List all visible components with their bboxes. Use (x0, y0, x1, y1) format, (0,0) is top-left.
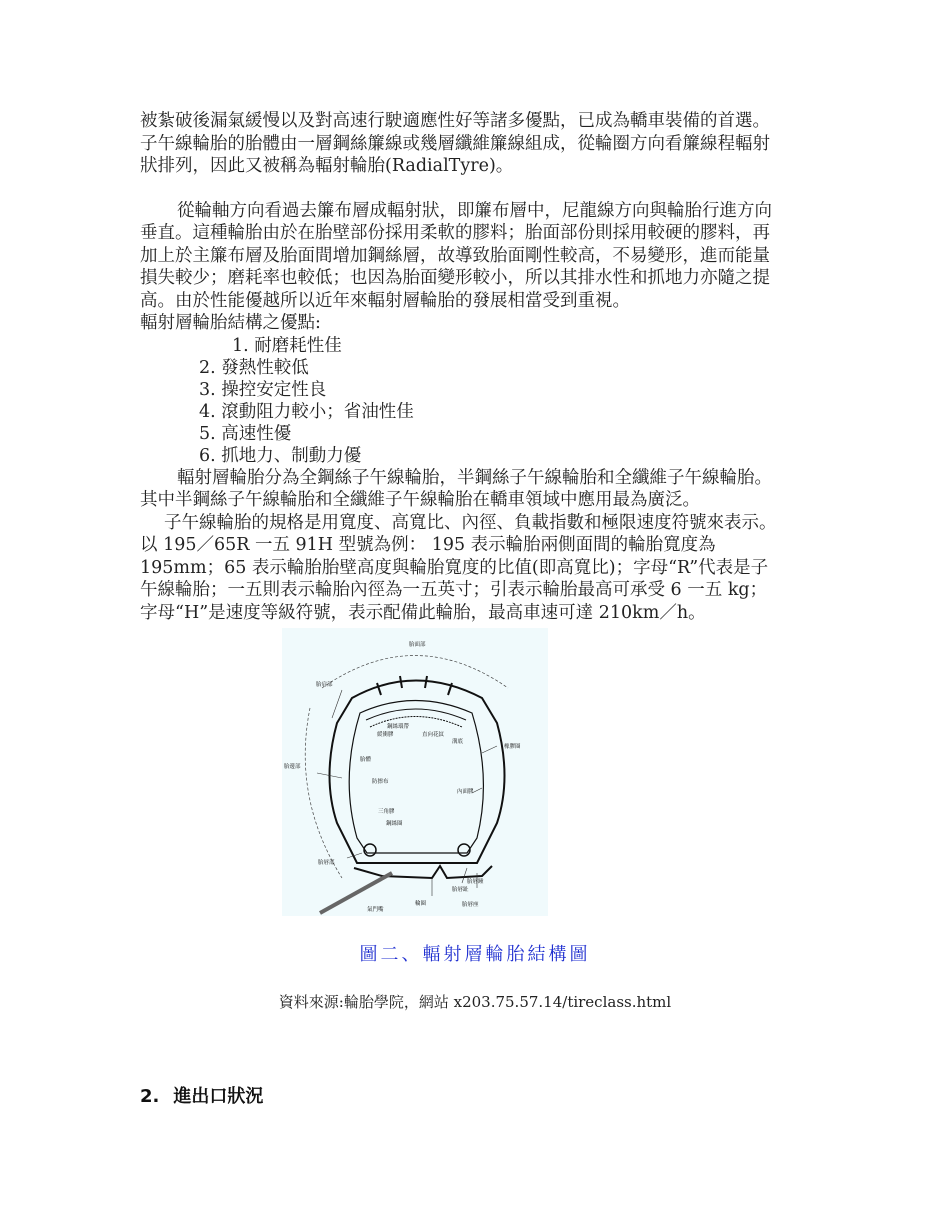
section-title: 進出口狀況 (173, 1086, 264, 1107)
label-tread: 胎面部 (409, 642, 426, 648)
intro-line-1: 被紮破後漏氣緩慢以及對高速行駛適應性好等諸多優點，已成為轎車裝備的首選。 (140, 111, 770, 131)
section-heading (140, 1082, 263, 1108)
list-item: 1. 耐磨耗性佳 (232, 335, 342, 356)
types-line-2: 其中半鋼絲子午線輪胎和全纖維子午線輪胎在轎車領域中應用最為廣泛。 (140, 490, 700, 510)
label-valve: 氣門嘴 (367, 907, 384, 913)
label-bead-toe: 胎唇趾 (452, 887, 469, 893)
advantages-title: 輻射層輪胎結構之優點: (140, 313, 321, 333)
label-bead-wire: 鋼絲圈 (386, 821, 403, 827)
label-ply: 防擦布 (372, 779, 389, 785)
section-number: 2. (140, 1086, 160, 1107)
label-bead: 胎唇部 (318, 860, 335, 866)
spec-line-3: 195mm；65 表示輪胎胎壁高度與輪胎寬度的比值(即高寬比)；字母“R”代表是子 (140, 557, 769, 578)
label-bead-seat: 胎唇座 (462, 902, 479, 908)
list-item: 6. 抓地力、制動力優 (199, 445, 362, 466)
structure-line-3: 加上於主簾布層及胎面間增加鋼絲層，故導致胎面剛性較高，不易變形，進而能量 (140, 245, 770, 266)
list-item: 5. 高速性優 (199, 423, 292, 444)
spec-line-5: 字母“H”是速度等級符號，表示配備此輪胎，最高車速可達 210km／h。 (140, 602, 706, 623)
label-shoulder: 胎肩部 (316, 682, 333, 688)
label-tread-pattern: 直向花紋 (422, 732, 445, 738)
tire-structure-figure (282, 628, 548, 916)
label-carcass: 胎體 (360, 757, 372, 763)
structure-line-4: 損失較少；磨耗率也較低；也因為胎面變形較小，所以其排水性和抓地力亦隨之提 (140, 268, 770, 288)
intro-line-3: 狀排列，因此又被稱為輻射輪胎(RadialTyre)。 (140, 156, 514, 176)
label-inner-liner: 內面膠 (457, 789, 474, 795)
structure-line-2: 垂直。這種輪胎由於在胎壁部份採用柔軟的膠料；胎面部份則採用較硬的膠料，再 (140, 223, 770, 243)
list-item: 4. 滾動阻力較小；省油性佳 (199, 401, 414, 422)
label-groove: 溝底 (452, 739, 464, 745)
spec-line-4: 午線輪胎；一五則表示輪胎內徑為一五英寸；引表示輪胎最高可承受 6 一五 kg； (140, 580, 768, 600)
document-body (140, 110, 830, 624)
structure-line-1: 從輪軸方向看過去簾布層成輻射狀，即簾布層中，尼龍線方向與輪胎行進方向 (177, 200, 772, 221)
types-line-1: 輻射層輪胎分為全鋼絲子午線輪胎，半鋼絲子午線輪胎和全纖維子午線輪胎。 (177, 467, 772, 488)
figure-source: 資料來源:輪胎學院，網站 x203.75.57.14/tireclass.html (278, 993, 672, 1011)
advantages-list (140, 335, 830, 467)
list-item: 2. 發熱性較低 (199, 357, 309, 378)
spec-line-2: 以 195／65R 一五 91H 型號為例： 195 表示輪胎兩側面間的輪胎寬度為 (140, 535, 716, 555)
label-bead-heel: 胎唇踵 (467, 879, 484, 885)
label-rim: 輪圈 (415, 901, 427, 907)
spec-line-1: 子午線輪胎的規格是用寬度、高寬比、內徑、負載指數和極限速度符號來表示。 (164, 512, 777, 533)
label-rubber-ring: 橡膠圈 (504, 744, 521, 750)
label-apex: 三角膠 (378, 809, 395, 815)
list-item: 3. 操控安定性良 (199, 379, 327, 400)
label-cushion: 緩衝膠 (377, 732, 394, 738)
tire-cross-section-diagram (282, 628, 548, 916)
structure-line-5: 高。由於性能優越所以近年來輻射層輪胎的發展相當受到重視。 (140, 290, 630, 311)
figure-caption: 圖二、輻射層輪胎結構圖 (359, 944, 591, 965)
label-steel-belt: 鋼絲環帶 (387, 724, 410, 730)
label-sidewall: 胎邊部 (284, 764, 301, 770)
intro-line-2: 子午線輪胎的胎體由一層鋼絲簾線或幾層纖維簾線組成，從輪圈方向看簾線程輻射 (140, 133, 770, 154)
